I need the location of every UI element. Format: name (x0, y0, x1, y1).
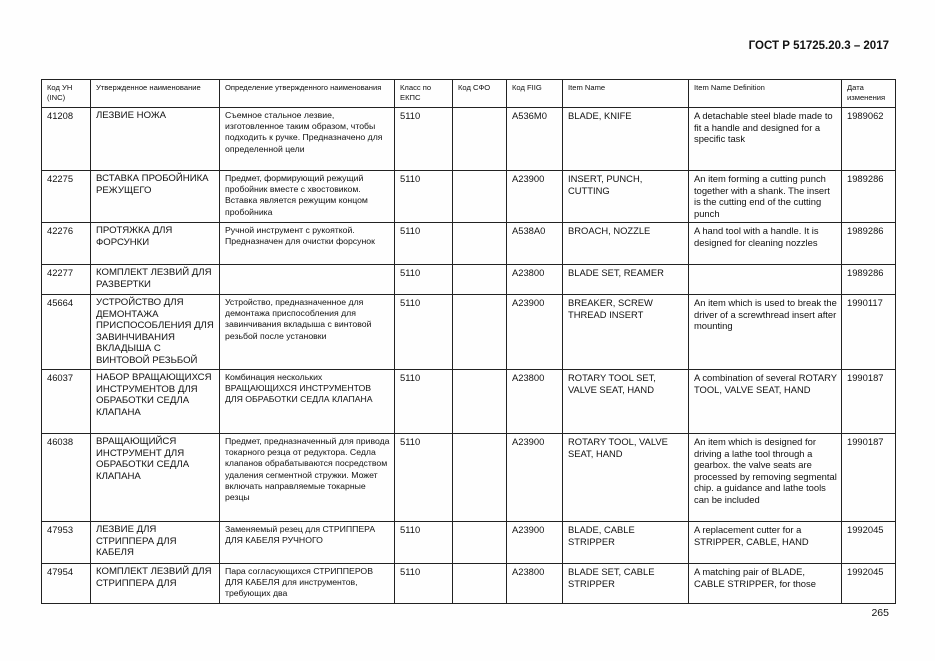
column-header: Код FIIG (507, 80, 563, 108)
cell-inc: 41208 (42, 108, 91, 171)
cell-class: 5110 (395, 434, 453, 522)
column-header: Дата изменения (842, 80, 896, 108)
cell-inc: 42276 (42, 223, 91, 265)
cell-date: 1990117 (842, 295, 896, 370)
cell-sfo (453, 223, 507, 265)
column-header: Код СФО (453, 80, 507, 108)
cell-item-definition (689, 265, 842, 295)
table-row (42, 370, 896, 434)
cell-definition-ru: Съемное стальное лезвие, изготовленное таким образом, чтобы подходить к ручке. Предназначено для определенной цели (220, 108, 395, 171)
cell-item-definition: An item forming a cutting punch together with a shank. The insert is the cutting end of the cutting punch (689, 171, 842, 223)
cell-inc: 46038 (42, 434, 91, 522)
cell-definition-ru: Ручной инструмент с рукояткой. Предназначен для очистки форсунок (220, 223, 395, 265)
table-row (42, 108, 896, 171)
cell-sfo (453, 171, 507, 223)
cell-class: 5110 (395, 522, 453, 564)
cell-sfo (453, 295, 507, 370)
cell-fiig: A23900 (507, 522, 563, 564)
cell-item-definition: A combination of several ROTARY TOOL, VALVE SEAT, HAND (689, 370, 842, 434)
cell-item-definition: A replacement cutter for a STRIPPER, CABLE, HAND (689, 522, 842, 564)
column-header: Класс по ЕКПС (395, 80, 453, 108)
cell-item-name: BREAKER, SCREW THREAD INSERT (563, 295, 689, 370)
cell-inc: 42277 (42, 265, 91, 295)
table-header-row (42, 80, 896, 108)
cell-item-definition: A hand tool with a handle. It is designed for cleaning nozzles (689, 223, 842, 265)
cell-class: 5110 (395, 171, 453, 223)
cell-item-definition: An item which is used to break the driver of a screwthread insert after mounting (689, 295, 842, 370)
cell-definition-ru: Заменяемый резец для СТРИППЕРА ДЛЯ КАБЕЛЯ РУЧНОГО (220, 522, 395, 564)
cell-name-ru: ЛЕЗВИЕ ДЛЯ СТРИППЕРА ДЛЯ КАБЕЛЯ (91, 522, 220, 564)
cell-date: 1989062 (842, 108, 896, 171)
cell-fiig: A538A0 (507, 223, 563, 265)
cell-sfo (453, 108, 507, 171)
table-row (42, 434, 896, 522)
cell-inc: 47954 (42, 564, 91, 604)
cell-fiig: A23900 (507, 295, 563, 370)
column-header: Утвержденное наименование (91, 80, 220, 108)
cell-name-ru: ВРАЩАЮЩИЙСЯ ИНСТРУМЕНТ ДЛЯ ОБРАБОТКИ СЕДЛА КЛАПАНА (91, 434, 220, 522)
cell-class: 5110 (395, 223, 453, 265)
cell-inc: 47953 (42, 522, 91, 564)
cell-sfo (453, 522, 507, 564)
cell-name-ru: ПРОТЯЖКА ДЛЯ ФОРСУНКИ (91, 223, 220, 265)
cell-date: 1989286 (842, 265, 896, 295)
cell-item-name: ROTARY TOOL, VALVE SEAT, HAND (563, 434, 689, 522)
table-row (42, 522, 896, 564)
cell-date: 1990187 (842, 370, 896, 434)
cell-definition-ru: Предмет, предназначенный для привода токарного резца от редуктора. Седла клапанов обрабатываются посредством удаления сегментной стружки. Может включать направляемые токарные резцы (220, 434, 395, 522)
table-row (42, 564, 896, 604)
cell-class: 5110 (395, 265, 453, 295)
cell-item-name: BLADE, CABLE STRIPPER (563, 522, 689, 564)
cell-inc: 46037 (42, 370, 91, 434)
nomenclature-table (41, 79, 896, 604)
cell-date: 1992045 (842, 564, 896, 604)
cell-fiig: A23900 (507, 171, 563, 223)
cell-item-name: BLADE, KNIFE (563, 108, 689, 171)
document-header: ГОСТ Р 51725.20.3 – 2017 (748, 40, 889, 52)
cell-sfo (453, 265, 507, 295)
cell-inc: 45664 (42, 295, 91, 370)
cell-sfo (453, 434, 507, 522)
cell-definition-ru: Устройство, предназначенное для демонтажа приспособления для завинчивания вкладыша с винтовой резьбой после установки (220, 295, 395, 370)
cell-fiig: A23800 (507, 564, 563, 604)
cell-class: 5110 (395, 295, 453, 370)
cell-item-name: ROTARY TOOL SET, VALVE SEAT, HAND (563, 370, 689, 434)
cell-inc: 42275 (42, 171, 91, 223)
cell-name-ru: УСТРОЙСТВО ДЛЯ ДЕМОНТАЖА ПРИСПОСОБЛЕНИЯ ДЛЯ ЗАВИНЧИВАНИЯ ВКЛАДЫША С ВИНТОВОЙ РЕЗЬБОЙ (91, 295, 220, 370)
cell-definition-ru (220, 265, 395, 295)
cell-fiig: A23800 (507, 370, 563, 434)
cell-class: 5110 (395, 108, 453, 171)
cell-definition-ru: Пара согласующихся СТРИППЕРОВ ДЛЯ КАБЕЛЯ для инструментов, требующих два (220, 564, 395, 604)
cell-fiig: A23900 (507, 434, 563, 522)
column-header: Item Name Definition (689, 80, 842, 108)
cell-fiig: A23800 (507, 265, 563, 295)
cell-item-name: INSERT, PUNCH, CUTTING (563, 171, 689, 223)
cell-name-ru: ЛЕЗВИЕ НОЖА (91, 108, 220, 171)
cell-class: 5110 (395, 370, 453, 434)
page-number: 265 (871, 607, 889, 619)
cell-name-ru: ВСТАВКА ПРОБОЙНИКА РЕЖУЩЕГО (91, 171, 220, 223)
table-row (42, 171, 896, 223)
cell-item-definition: A matching pair of BLADE, CABLE STRIPPER, for those (689, 564, 842, 604)
cell-class: 5110 (395, 564, 453, 604)
cell-date: 1990187 (842, 434, 896, 522)
cell-name-ru: КОМПЛЕКТ ЛЕЗВИЙ ДЛЯ РАЗВЕРТКИ (91, 265, 220, 295)
table-row (42, 223, 896, 265)
column-header: Определение утвержденного наименования (220, 80, 395, 108)
cell-item-definition: An item which is designed for driving a lathe tool through a gearbox. the valve seats are processed by removing segmental chip. a guidance and lathe tools can be included (689, 434, 842, 522)
cell-name-ru: КОМПЛЕКТ ЛЕЗВИЙ ДЛЯ СТРИППЕРА ДЛЯ (91, 564, 220, 604)
column-header: Item Name (563, 80, 689, 108)
column-header: Код УН (INC) (42, 80, 91, 108)
table-row (42, 295, 896, 370)
cell-definition-ru: Комбинация нескольких ВРАЩАЮЩИХСЯ ИНСТРУМЕНТОВ ДЛЯ ОБРАБОТКИ СЕДЛА КЛАПАНА (220, 370, 395, 434)
cell-date: 1992045 (842, 522, 896, 564)
cell-definition-ru: Предмет, формирующий режущий пробойник вместе с хвостовиком. Вставка является режущим концом пробойника (220, 171, 395, 223)
cell-date: 1989286 (842, 223, 896, 265)
cell-sfo (453, 564, 507, 604)
cell-item-name: BROACH, NOZZLE (563, 223, 689, 265)
cell-name-ru: НАБОР ВРАЩАЮЩИХСЯ ИНСТРУМЕНТОВ ДЛЯ ОБРАБОТКИ СЕДЛА КЛАПАНА (91, 370, 220, 434)
cell-item-name: BLADE SET, REAMER (563, 265, 689, 295)
cell-fiig: A536M0 (507, 108, 563, 171)
cell-date: 1989286 (842, 171, 896, 223)
table-row (42, 265, 896, 295)
cell-item-definition: A detachable steel blade made to fit a handle and designed for a specific task (689, 108, 842, 171)
cell-item-name: BLADE SET, CABLE STRIPPER (563, 564, 689, 604)
cell-sfo (453, 370, 507, 434)
